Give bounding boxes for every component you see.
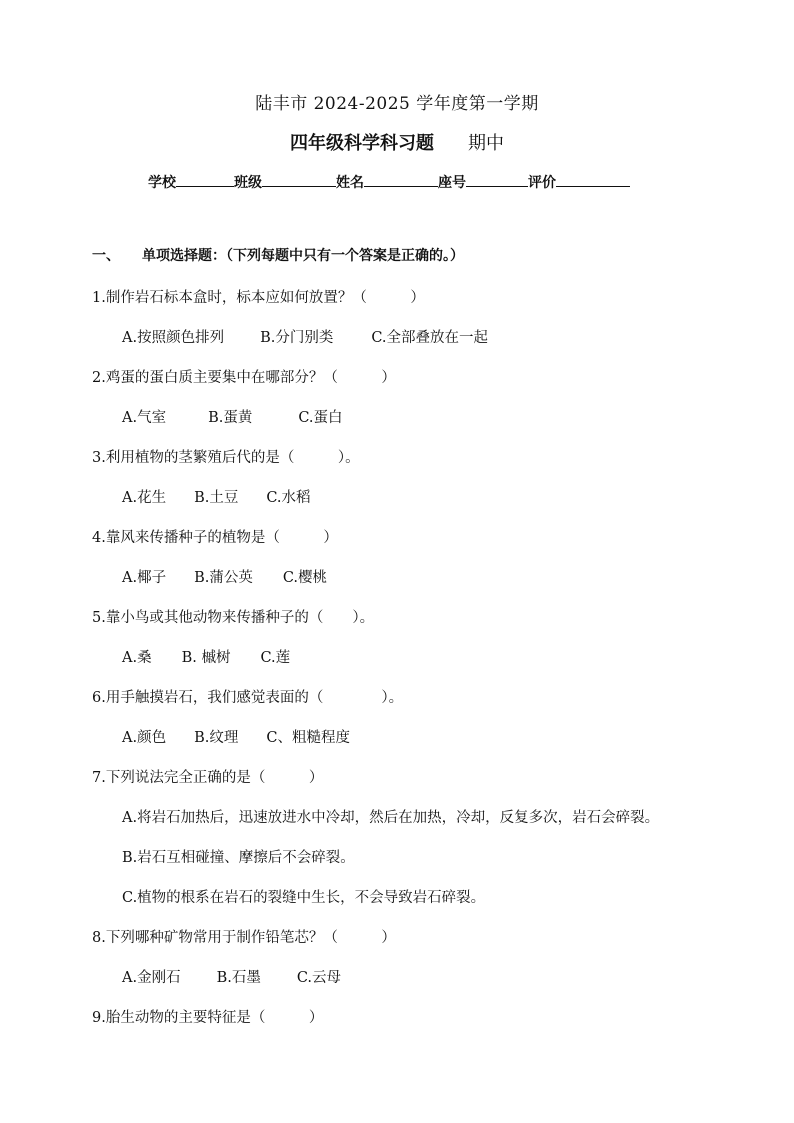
option-b: B. 槭树 [181, 650, 231, 666]
section-heading [92, 245, 464, 265]
class-blank[interactable] [262, 174, 336, 187]
option-a: A.金刚石 [122, 970, 181, 986]
question-5: 5.靠小鸟或其他动物来传播种子的（ ）。 [92, 610, 375, 626]
option-b: B.蛋黄 [208, 410, 253, 426]
option-a: A.按照颜色排列 [122, 330, 225, 346]
option-a: A.椰子 [122, 570, 167, 586]
option-c: C.樱桃 [282, 570, 328, 586]
section-title: 单项选择题：（下列每题中只有一个答案是正确的。） [142, 248, 464, 264]
question-8: 8.下列哪种矿物常用于制作铅笔芯？（ ） [92, 930, 396, 946]
option-c: C.全部叠放在一起 [371, 330, 489, 346]
name-blank[interactable] [364, 174, 438, 187]
grade-blank[interactable] [556, 174, 630, 187]
question-6-options [122, 726, 350, 747]
option-a: A.桑 [122, 650, 152, 666]
option-c: C.水稻 [266, 490, 311, 506]
option-c: C.云母 [296, 970, 342, 986]
question-6: 6.用手触摸岩石，我们感觉表面的（ ）。 [92, 690, 404, 706]
class-label: 班级 [234, 175, 262, 191]
question-2: 2.鸡蛋的蛋白质主要集中在哪部分？（ ） [92, 370, 396, 386]
option-b: B.蒲公英 [194, 570, 253, 586]
option-a: A.花生 [122, 490, 167, 506]
question-7-option-b: B.岩石互相碰撞、摩擦后不会碎裂。 [122, 850, 355, 866]
option-c: C.莲 [260, 650, 291, 666]
option-b: B.石墨 [216, 970, 261, 986]
school-blank[interactable] [176, 174, 234, 187]
question-3: 3.利用植物的茎繁殖后代的是（ ）。 [92, 450, 360, 466]
section-number: 一、 [92, 248, 120, 264]
exam-title: 陆丰市 2024-2025 学年度第一学期 [255, 94, 539, 114]
option-b: B.土豆 [194, 490, 239, 506]
option-c: C、粗糙程度 [266, 730, 350, 746]
question-4-options [122, 566, 327, 587]
name-label: 姓名 [336, 175, 364, 191]
question-1: 1.制作岩石标本盒时，标本应如何放置？（ ） [92, 290, 425, 306]
question-9: 9.胎生动物的主要特征是（ ） [92, 1010, 324, 1026]
seat-blank[interactable] [466, 174, 528, 187]
subject-title: 四年级科学科习题 [290, 133, 434, 154]
option-a: A.颜色 [122, 730, 167, 746]
exam-subtitle [0, 129, 794, 155]
option-c: C.蛋白 [298, 410, 343, 426]
question-2-options [122, 406, 343, 427]
option-a: A.气室 [122, 410, 167, 426]
question-7-option-c: C.植物的根系在岩石的裂缝中生长，不会导致岩石碎裂。 [122, 890, 486, 906]
question-1-options [122, 326, 488, 347]
question-7: 7.下列说法完全正确的是（ ） [92, 770, 324, 786]
question-7-option-a: A.将岩石加热后，迅速放进水中冷却，然后在加热，冷却，反复多次，岩石会碎裂。 [122, 810, 660, 826]
option-b: B.分门别类 [260, 330, 334, 346]
exam-type: 期中 [468, 133, 504, 154]
question-3-options [122, 486, 311, 507]
grade-label: 评价 [528, 175, 556, 191]
question-8-options [122, 966, 341, 987]
student-info-line [148, 172, 630, 192]
option-b: B.纹理 [194, 730, 239, 746]
seat-label: 座号 [438, 175, 466, 191]
question-5-options [122, 646, 290, 667]
question-4: 4.靠风来传播种子的植物是（ ） [92, 530, 338, 546]
school-label: 学校 [148, 175, 176, 191]
